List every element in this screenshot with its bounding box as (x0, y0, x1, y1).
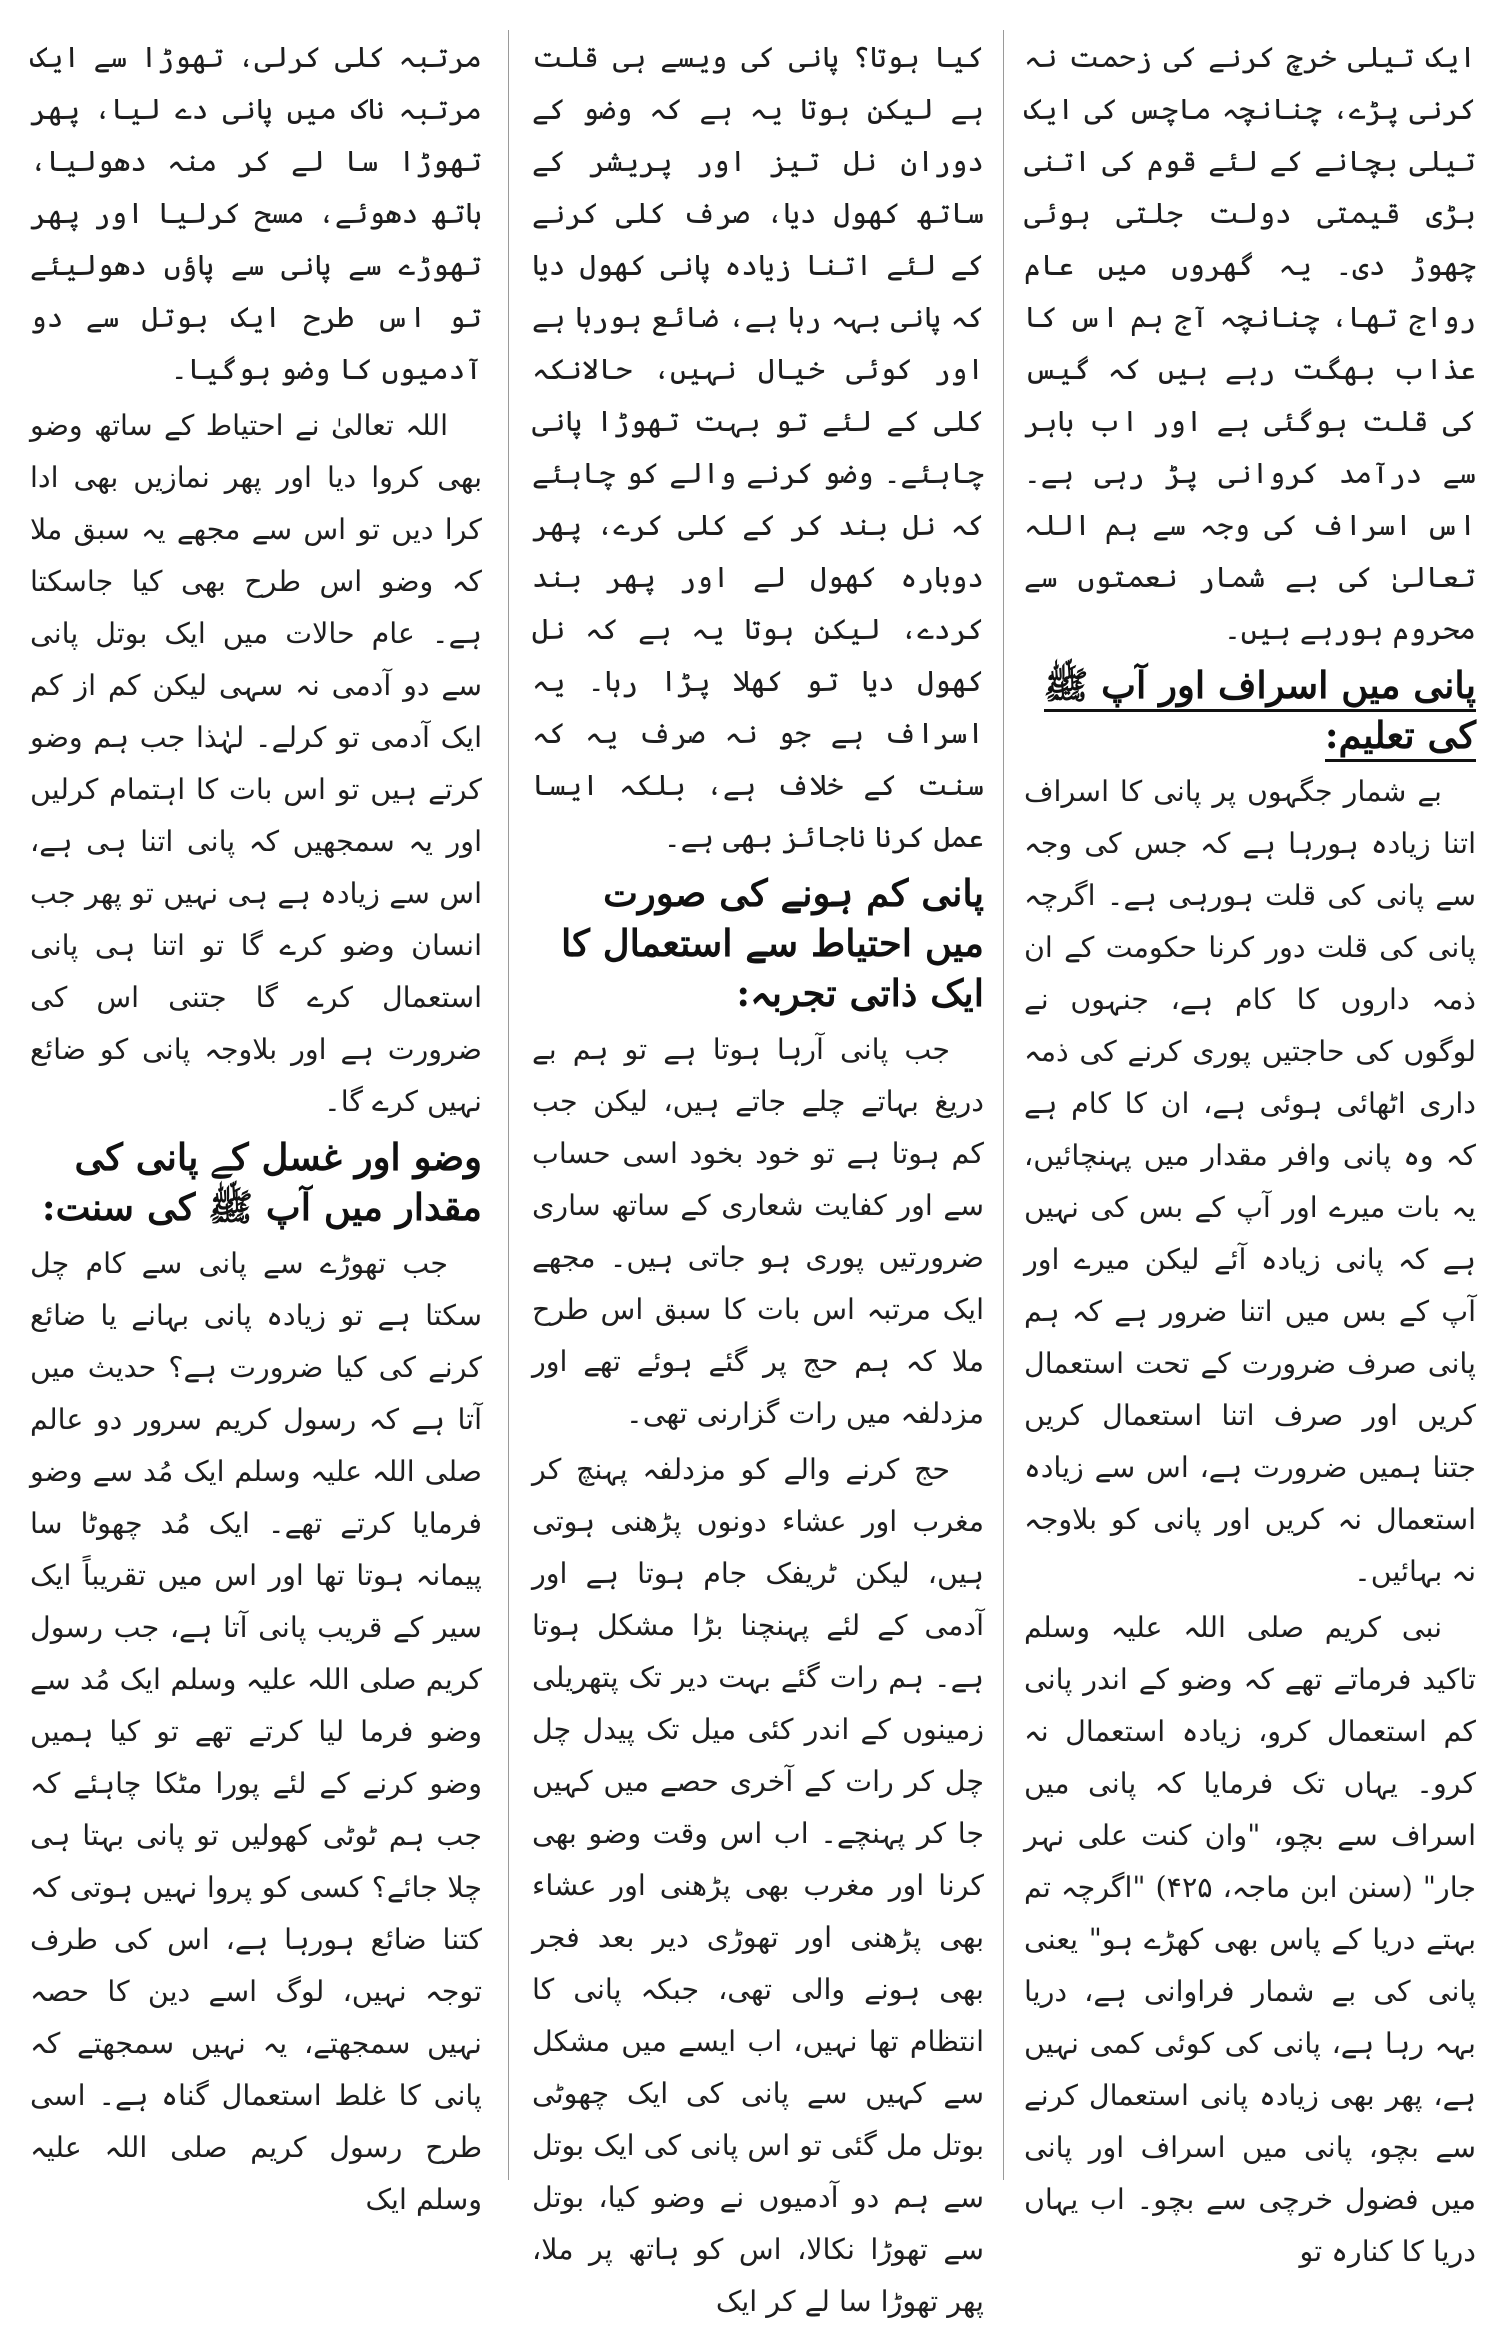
article-column-left (30, 32, 482, 2216)
paragraph: جب تھوڑے سے پانی سے کام چل سکتا ہے تو زیادہ پانی بہانے یا ضائع کرنے کی کیا ضرورت ہے؟ حدیث میں آتا ہے کہ رسول کریم سرور دو عالم صلی اللہ علیہ وسلم ایک مُد سے وضو فرمایا کرتے تھے۔ ایک مُد چھوٹا سا پیمانہ ہوتا تھا اور اس میں تقریباً ایک سیر کے قریب پانی آتا ہے، جب رسول کریم صلی اللہ علیہ وسلم ایک مُد سے وضو فرما لیا کرتے تھے تو کیا ہمیں وضو کرنے کے لئے پورا مٹکا چاہئے کہ جب ہم ٹوٹی کھولیں تو پانی بہتا ہی چلا جائے؟ کسی کو پروا نہیں ہوتی کہ کتنا ضائع ہورہا ہے، اس کی طرف توجہ نہیں، لوگ اسے دین کا حصہ نہیں سمجھتے، یہ نہیں سمجھتے کہ پانی کا غلط استعمال گناہ ہے۔ اسی طرح رسول کریم صلی اللہ علیہ وسلم ایک (30, 1247, 482, 2216)
section-heading (1024, 660, 1476, 760)
paragraph: حج کرنے والے کو مزدلفہ پہنچ کر مغرب اور عشاء دونوں پڑھنی ہوتی ہیں، لیکن ٹریفک جام ہوتا ہے اور آدمی کے لئے پہنچنا بڑا مشکل ہوتا ہے۔ ہم رات گئے بہت دیر تک پتھریلی زمینوں کے اندر کئی میل تک پیدل چل چل کر رات کے آخری حصے میں کہیں جا کر پہنچے۔ اب اس وقت وضو بھی کرنا اور مغرب بھی پڑھنی اور عشاء بھی پڑھنی اور تھوڑی دیر بعد فجر بھی ہونے والی تھی، جبکہ پانی کا انتظام تھا نہیں، اب ایسے میں مشکل سے کہیں سے پانی کی ایک چھوٹی بوتل مل گئی تو اس پانی کی ایک بوتل سے ہم دو آدمیوں نے وضو کیا، بوتل سے تھوڑا نکالا، اس کو ہاتھ پر ملا، پھر تھوڑا سا لے کر ایک (532, 1453, 984, 2318)
article-column-middle (532, 32, 984, 2318)
section-heading-text: وضو اور غسل کے پانی کی مقدار میں آپ ﷺ کی سنت: (41, 1135, 482, 1229)
column-divider (508, 30, 509, 2180)
paragraph: اللہ تعالیٰ نے احتیاط کے ساتھ وضو بھی کروا دیا اور پھر نمازیں بھی ادا کرا دیں تو اس سے مجھے یہ سبق ملا کہ وضو اس طرح بھی کیا جاسکتا ہے۔ عام حالات میں ایک بوتل پانی سے دو آدمی نہ سہی لیکن کم از کم ایک آدمی تو کرلے۔ لہٰذا جب ہم وضو کرتے ہیں تو اس بات کا اہتمام کرلیں اور یہ سمجھیں کہ پانی اتنا ہی ہے، اس سے زیادہ ہے ہی نہیں تو پھر جب انسان وضو کرے گا تو اتنا ہی پانی استعمال کرے گا جتنی اس کی ضرورت ہے اور بلاوجہ پانی کو ضائع نہیں کرے گا۔ (30, 409, 482, 1118)
section-heading-text: پانی کم ہونے کی صورت میں احتیاط سے استعمال کا ایک ذاتی تجربہ: (560, 871, 984, 1015)
article-column-right (1024, 32, 1477, 2268)
section-heading-text: پانی میں اسراف اور آپ ﷺ کی تعلیم: (1044, 663, 1476, 762)
section-heading (30, 1132, 482, 1232)
paragraph: بے شمار جگہوں پر پانی کا اسراف اتنا زیادہ ہورہا ہے کہ جس کی وجہ سے پانی کی قلت ہورہی ہے۔ اگرچہ پانی کی قلت دور کرنا حکومت کے ان ذمہ داروں کا کام ہے، جنہوں نے لوگوں کی حاجتیں پوری کرنے کی ذمہ داری اٹھائی ہوئی ہے، ان کا کام ہے کہ وہ پانی وافر مقدار میں پہنچائیں، یہ بات میرے اور آپ کے بس کی نہیں ہے کہ پانی زیادہ آئے لیکن میرے اور آپ کے بس میں اتنا ضرور ہے کہ ہم پانی صرف ضرورت کے تحت استعمال کریں اور صرف اتنا استعمال کریں جتنا ہمیں ضرورت ہے، اس سے زیادہ استعمال نہ کریں اور پانی کو بلاوجہ نہ بہائیں۔ (1024, 775, 1476, 1588)
paragraph: نبی کریم صلی اللہ علیہ وسلم تاکید فرماتے تھے کہ وضو کے اندر پانی کم استعمال کرو، زیادہ استعمال نہ کرو۔ یہاں تک فرمایا کہ پانی میں اسراف سے بچو، "وان کنت علی نہر جار" (سنن ابن ماجہ، ۴۲۵) "اگرچہ تم بہتے دریا کے پاس بھی کھڑے ہو" یعنی پانی کی بے شمار فراوانی ہے، دریا بہہ رہا ہے، پانی کی کوئی کمی نہیں ہے، پھر بھی زیادہ پانی استعمال کرنے سے بچو، پانی میں اسراف اور پانی میں فضول خرچی سے بچو۔ اب یہاں دریا کا کنارہ تو (1024, 1611, 1477, 2268)
paragraph: ایک تیلی خرچ کرنے کی زحمت نہ کرنی پڑے، چنانچہ ماچس کی ایک تیلی بچانے کے لئے قوم کی اتنی بڑی قیمتی دولت جلتی ہوئی چھوڑ دی۔ یہ گھروں میں عام رواج تھا، چنانچہ آج ہم اس کا عذاب بھگت رہے ہیں کہ گیس کی قلت ہوگئی ہے اور اب باہر سے درآمد کروانی پڑ رہی ہے۔ اس اسراف کی وجہ سے ہم اللہ تعالیٰ کی بے شمار نعمتوں سے محروم ہورہے ہیں۔ (1024, 41, 1476, 646)
paragraph: جب پانی آرہا ہوتا ہے تو ہم بے دریغ بہاتے چلے جاتے ہیں، لیکن جب کم ہوتا ہے تو خود بخود اسی حساب سے اور کفایت شعاری کے ساتھ ساری ضرورتیں پوری ہو جاتی ہیں۔ مجھے ایک مرتبہ اس بات کا سبق اس طرح ملا کہ ہم حج پر گئے ہوئے تھے اور مزدلفہ میں رات گزارنی تھی۔ (532, 1033, 984, 1430)
paragraph: مرتبہ کلی کرلی، تھوڑا سے ایک مرتبہ ناک میں پانی دے لیا، پھر تھوڑا سا لے کر منہ دھولیا، ہاتھ دھوئے، مسح کرلیا اور پھر تھوڑے سے پانی سے پاؤں دھولیئے تو اس طرح ایک بوتل سے دو آدمیوں کا وضو ہوگیا۔ (30, 41, 482, 386)
paragraph: کیا ہوتا؟ پانی کی ویسے ہی قلت ہے لیکن ہوتا یہ ہے کہ وضو کے دوران نل تیز اور پریشر کے ساتھ کھول دیا، صرف کلی کرنے کے لئے اتنا زیادہ پانی کھول دیا کہ پانی بہہ رہا ہے، ضائع ہورہا ہے اور کوئی خیال نہیں، حالانکہ کلی کے لئے تو بہت تھوڑا پانی چاہئے۔ وضو کرنے والے کو چاہئے کہ نل بند کر کے کلی کرے، پھر دوبارہ کھول لے اور پھر بند کردے، لیکن ہوتا یہ ہے کہ نل کھول دیا تو کھلا پڑا رہا۔ یہ اسراف ہے جو نہ صرف یہ کہ سنت کے خلاف ہے، بلکہ ایسا عمل کرنا ناجائز بھی ہے۔ (532, 41, 984, 854)
column-divider (1003, 30, 1004, 2180)
section-heading (532, 868, 984, 1018)
